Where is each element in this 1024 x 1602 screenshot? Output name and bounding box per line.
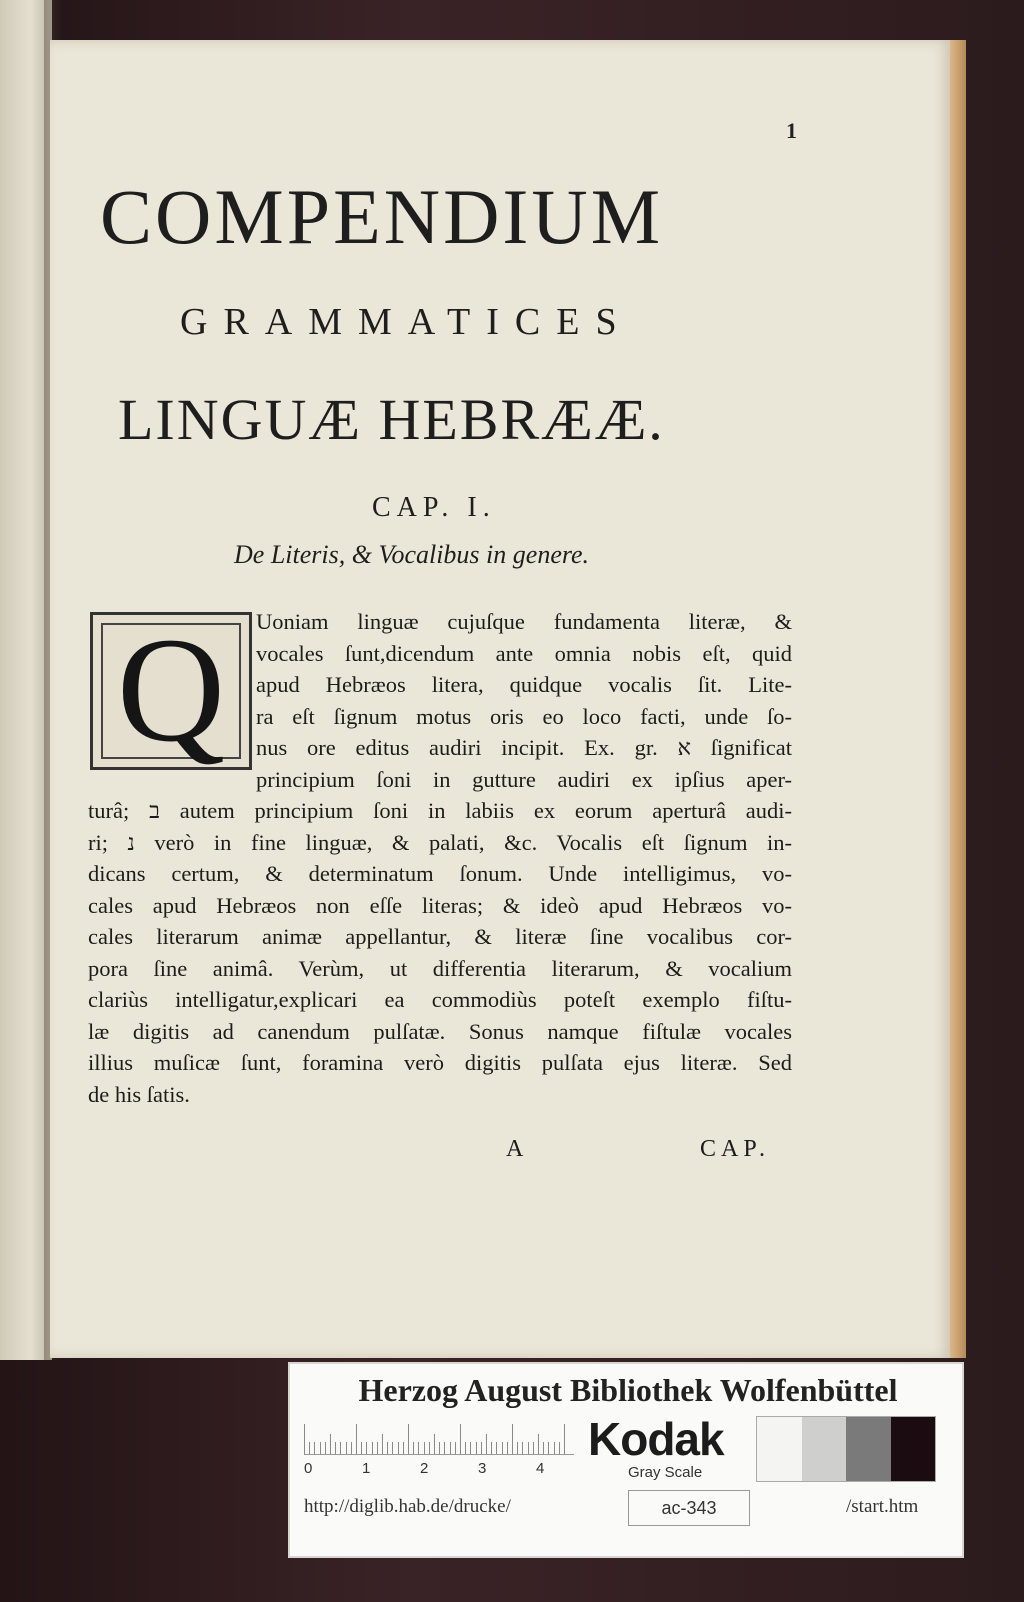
ruler-tick bbox=[309, 1442, 310, 1454]
ruler-tick bbox=[304, 1424, 305, 1454]
ruler-tick bbox=[413, 1442, 414, 1454]
ruler-tick bbox=[444, 1442, 445, 1454]
ruler-tick bbox=[346, 1442, 347, 1454]
url-prefix: http://diglib.hab.de/drucke/ bbox=[304, 1496, 511, 1517]
ruler-tick bbox=[387, 1442, 388, 1454]
ruler-tick bbox=[512, 1424, 513, 1454]
body-line: cales apud Hebræos non eſſe literas; & ideò apud Hebræos vo- bbox=[88, 892, 792, 918]
catchword: CAP. bbox=[700, 1136, 771, 1162]
color-target-card bbox=[288, 1362, 964, 1558]
ruler-tick bbox=[548, 1442, 549, 1454]
body-line: pora ſine animâ. Verùm, ut differentia literarum, & vocalium bbox=[88, 955, 792, 981]
ruler-tick bbox=[429, 1442, 430, 1454]
ruler-tick bbox=[403, 1442, 404, 1454]
ruler-number: 1 bbox=[362, 1460, 371, 1477]
ruler-tick bbox=[377, 1442, 378, 1454]
gray-swatch bbox=[802, 1417, 847, 1481]
ruler-tick bbox=[356, 1424, 357, 1454]
ruler-tick bbox=[340, 1442, 341, 1454]
ruler-tick bbox=[455, 1442, 456, 1454]
ruler-tick bbox=[564, 1424, 565, 1454]
body-line: ri; נ verò in fine linguæ, & palati, &c. Vocalis eſt ſignum in- bbox=[88, 829, 792, 855]
grayscale-label: Gray Scale bbox=[628, 1464, 703, 1481]
ruler-tick bbox=[439, 1442, 440, 1454]
initial-letter: Q bbox=[116, 607, 226, 773]
ruler-tick bbox=[325, 1442, 326, 1454]
kodak-logo: Kodak bbox=[588, 1413, 724, 1465]
ruler-tick bbox=[476, 1442, 477, 1454]
ruler-tick bbox=[314, 1442, 315, 1454]
ruler-tick bbox=[533, 1442, 534, 1454]
gray-swatch bbox=[757, 1417, 802, 1481]
grayscale-swatches bbox=[756, 1416, 936, 1482]
page-edge bbox=[950, 40, 966, 1358]
ruler-tick bbox=[450, 1442, 451, 1454]
ruler-tick bbox=[460, 1424, 461, 1454]
url-suffix: /start.htm bbox=[846, 1496, 919, 1517]
ruler-tick bbox=[522, 1442, 523, 1454]
ruler-tick bbox=[372, 1442, 373, 1454]
signature-mark: A bbox=[506, 1136, 524, 1162]
page-number: 1 bbox=[786, 118, 797, 143]
ruler-tick bbox=[507, 1442, 508, 1454]
ruler-tick bbox=[392, 1442, 393, 1454]
ruler-scale bbox=[304, 1424, 574, 1455]
body-line: turâ; ב autem principium ſoni in labiis ex eorum aperturâ audi- bbox=[88, 798, 793, 823]
title-main: COMPENDIUM bbox=[100, 173, 664, 260]
gray-swatch bbox=[846, 1417, 891, 1481]
ruler-tick bbox=[528, 1442, 529, 1454]
ruler-tick bbox=[481, 1442, 482, 1454]
body-line: de his ſatis. bbox=[88, 1081, 190, 1107]
body-line: illius muſicæ ſunt, foramina verò digitis pulſata ejus literæ. Sed bbox=[88, 1050, 792, 1075]
ruler-tick bbox=[502, 1442, 503, 1454]
ruler-numbers bbox=[304, 1460, 604, 1480]
ruler-tick bbox=[496, 1442, 497, 1454]
ruler-tick bbox=[543, 1442, 544, 1454]
ruler-tick bbox=[559, 1442, 560, 1454]
ruler-tick bbox=[554, 1442, 555, 1454]
chapter-heading: CAP. I. bbox=[372, 492, 496, 523]
ruler-number: 2 bbox=[420, 1460, 429, 1477]
chapter-title: De Literis, & Vocalibus in genere. bbox=[234, 540, 590, 569]
body-line: ra eſt ſignum motus oris eo loco facti, unde ſo- bbox=[256, 703, 792, 729]
body-line: clariùs intelligatur,explicari ea commodiùs poteſt exemplo fiſtu- bbox=[88, 987, 792, 1012]
ruler-tick bbox=[398, 1442, 399, 1454]
title-language: LINGUÆ HEBRÆÆ. bbox=[118, 387, 665, 452]
ruler-tick bbox=[418, 1442, 419, 1454]
ruler-tick bbox=[465, 1442, 466, 1454]
body-line: apud Hebræos litera, quidque vocalis ſit. Lite- bbox=[256, 672, 792, 697]
ruler-tick bbox=[434, 1434, 435, 1454]
ruler-tick bbox=[408, 1424, 409, 1454]
body-line: læ digitis ad canendum pulſatæ. Sonus namque fiſtulæ vocales bbox=[88, 1018, 792, 1044]
ruler-tick bbox=[491, 1442, 492, 1454]
ruler-number: 3 bbox=[478, 1460, 487, 1477]
title-subtitle: GRAMMATICES bbox=[180, 301, 633, 343]
ruler-tick bbox=[351, 1442, 352, 1454]
library-name: Herzog August Bibliothek Wolfenbüttel bbox=[358, 1372, 898, 1408]
body-line: cales literarum animæ appellantur, & literæ ſine vocalibus cor- bbox=[88, 924, 792, 949]
body-line: dicans certum, & determinatum ſonum. Unde intelligimus, vo- bbox=[88, 861, 792, 886]
item-code: ac-343 bbox=[628, 1490, 750, 1526]
ruler-tick bbox=[320, 1442, 321, 1454]
ruler-tick bbox=[538, 1434, 539, 1454]
body-line: principium ſoni in gutture audiri ex ipſius aper- bbox=[256, 766, 792, 792]
body-line: vocales ſunt,dicendum ante omnia nobis eſt, quid bbox=[256, 640, 792, 666]
body-line: Uoniam linguæ cujuſque fundamenta literæ, & bbox=[256, 609, 792, 634]
ruler-tick bbox=[361, 1442, 362, 1454]
gray-swatch bbox=[891, 1417, 936, 1481]
ruler-tick bbox=[382, 1434, 383, 1454]
ruler-tick bbox=[330, 1434, 331, 1454]
ruler-tick bbox=[470, 1442, 471, 1454]
ruler-tick bbox=[517, 1442, 518, 1454]
ruler-number: 4 bbox=[536, 1460, 545, 1477]
ruler-tick bbox=[424, 1442, 425, 1454]
body-line: nus ore editus audiri incipit. Ex. gr. א ſignificat bbox=[256, 735, 792, 760]
ruler-tick bbox=[366, 1442, 367, 1454]
body-text bbox=[88, 606, 792, 1110]
ruler-tick bbox=[486, 1434, 487, 1454]
ruler-number: 0 bbox=[304, 1460, 313, 1477]
ruler-tick bbox=[335, 1442, 336, 1454]
